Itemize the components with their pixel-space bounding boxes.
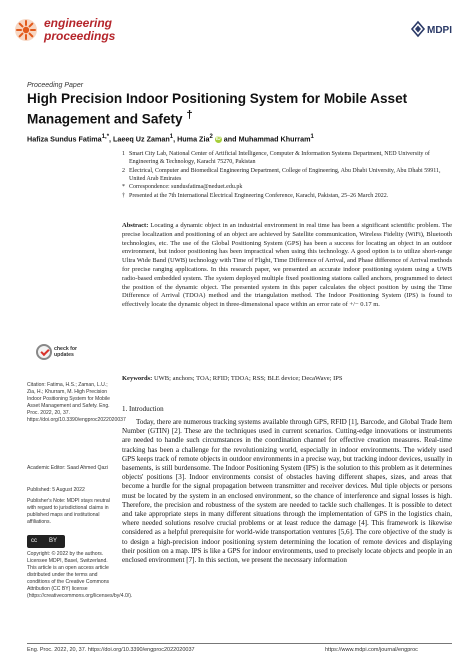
affiliation-text: Electrical, Computer and Biomedical Engineering Department, College of Engineering, Abu Dhabi University, Abu Dhabi 59911, United Arab Emirates (129, 167, 441, 182)
published-date: Published: 5 August 2022 (27, 487, 85, 493)
by-label: BY (49, 538, 58, 544)
section-heading: 1. Introduction (122, 405, 164, 413)
affiliation-mark: 1 (122, 151, 125, 157)
affiliation-mark: * (122, 184, 125, 191)
publisher-label: MDPI (427, 25, 452, 36)
paper-title (27, 91, 447, 128)
footer-divider (27, 643, 452, 644)
title-footnote-mark: † (186, 109, 193, 121)
affiliation-text: Smart City Lab, National Center of Artificial Intelligence, Computer & Information Systems Department, NED University of Engineering & Technology, Karachi 75270, Pakistan (129, 151, 430, 166)
journal-title-line2: proceedings (44, 29, 116, 43)
author-name[interactable]: Huma Zia (177, 134, 210, 144)
mdpi-logo-icon (410, 20, 460, 38)
journal-title (44, 17, 115, 43)
author-name[interactable]: Laeeq Uz Zaman (113, 134, 170, 144)
author-affil: 2 (209, 134, 213, 140)
check-updates-line1: check for (54, 346, 78, 352)
publisher-note: Publisher's Note: MDPI stays neutral with regard to jurisdictional claims in published maps and institutional affiliations. (27, 498, 110, 525)
abstract-label: Abstract: (122, 222, 149, 229)
keywords-text: UWB; anchors; TOA; RFID; TDOA; RSS; BLE device; DecaWave; IPS (153, 375, 343, 382)
author-name[interactable]: Muhammad Khurram (238, 134, 311, 144)
affiliation-text[interactable]: Correspondence: sundusfatima@neduet.edu.pk (129, 184, 243, 191)
check-updates-icon (36, 344, 52, 360)
check-for-updates-button[interactable] (36, 344, 80, 368)
academic-editor: Academic Editor: Saad Ahmed Qazi (27, 465, 108, 471)
check-updates-label (54, 346, 77, 358)
copyright: Copyright: © 2022 by the authors. Licensee MDPI, Basel, Switzerland. This article is an open access article distributed under the terms and conditions of the Creative Commons Attribution (CC BY) license (https://creativecommons.org/licenses/by/4.0/). (27, 551, 133, 599)
keywords (122, 375, 452, 384)
footer-journal-url[interactable]: https://www.mdpi.com/journal/engproc (325, 647, 418, 653)
author-list: Hafiza Sundus Fatima$^{1,*}$, Laeeq Uz Zaman$^1$, Huma Zia$^2$ iD and Muhammad Khurram$^1$ (27, 134, 314, 144)
author-affil: 1 (310, 134, 314, 140)
journal-logo-icon (14, 18, 38, 42)
affiliation-mark: 2 (122, 167, 125, 174)
author-affil: 1,* (101, 134, 110, 140)
affiliation-item (122, 192, 452, 200)
affiliation-item (122, 150, 452, 166)
orcid-icon[interactable]: iD (215, 135, 221, 142)
cc-by-license-badge[interactable] (27, 535, 65, 548)
article-type: Proceeding Paper (27, 82, 84, 89)
section-body: Today, there are numerous tracking systems available through GPS, RFID [1], Barcode, and Global Trade Item Number (GTIN) [2]. These are the techniques used in current scenarios. Cutting-edge innovations or instruments are needed to handle such circumstances in the coordination channel for effective creation measures. Real-time tracking has been a challenge for the revolutionizing world, especially in indoor environments. The widely used GPS keeps track of remote objects in outdoor environments in a precise way, but tracking indoor devices, usually in basements, is still burdensome. The Indoor Positioning System (IPS) is the solution to this problem as it determines objects' positions [3]. Indoor environments consist of obstacles having different shapes, sizes, and areas that become a hurdle for the signal propagation between transmitter and receiver devices. Mul tiple objects or persons must be located by the system in an enclosed environment, so the chance of interference and signal losses is high. Therefore, the precision and robustness of the system are needed to tackle such challenges. It is possible to detect and take appropriate steps in many different situations through the implementation of GPS in the logistics chain, where needed solutions resolve crucial problems or at least reduce the damage [4]. This framework is likewise considered as a helpful prerequisite for world-wide transportation ventures [5,6]. The core objective of the study is to design a high-precision indoor positioning system determining the location of remote devices and displaying their position on a map. IPS is like a GPS for indoor environments, used to precisely locate objects and people in an enclosed environment [7]. In this section, we present the necessary information (122, 418, 452, 565)
abstract-text: Locating a dynamic object in an industrial environment in real time has been a significant scientific problem. The precise localization and positioning of an object are achieved by Satellite communication, Wireless Fidelity (WiFi), Bluetooth technologies, etc. The use of the Global Positioning System (GPS) has been a success for locating an object in an outdoor environment, but indoor positioning has been impractical when using this technology. A good option is to utilize short-range Ultra Wide Band (UWB) technology with Time of Flight, Time Difference of Arrival, and Phase difference of Arrival methods for precise ranging applications. In this research paper, we presented an accurate indoor positioning system using a UWB radio-based embedded system. The system deployed multiple fixed positioning stations called anchors, programmed to detect the position of the dynamic object. The presented system in this paper calculates the object position by using the Time Difference of Arrival (TDOA) method and the triangulation method. The Indoor Positioning System (IPS) is found to effectively locate the dynamic object in three-dimensional space within an error rate of +/− 0.17 m. (122, 222, 452, 309)
keywords-label: Keywords: (122, 375, 153, 382)
citation: Citation: Fatima, H.S.; Zaman, L.U.; Zia, H.; Khurram, M. High Precision Indoor Positioning System for Mobile Asset Management and Safety. Eng. Proc. 2022, 20, 37. https://doi.org/10.3390/engproc2022020037 (27, 382, 126, 423)
author-name[interactable]: Hafiza Sundus Fatima (27, 134, 102, 144)
cc-label: cc (31, 538, 37, 544)
author-affil: 1 (169, 134, 174, 140)
journal-title-line1: engineering (44, 16, 113, 30)
footer-citation[interactable]: Eng. Proc. 2022, 20, 37. https://doi.org/10.3390/engproc2022020037 (27, 647, 195, 653)
affiliation-text: Presented at the 7th International Electrical Engineering Conference, Karachi, Pakistan, 25–26 March 2022. (129, 192, 389, 199)
abstract (122, 222, 452, 310)
affiliations (122, 150, 452, 201)
affiliation-item (122, 167, 452, 183)
check-updates-line2: updates (54, 352, 74, 358)
affiliation-item (122, 183, 452, 191)
paper-title-text: High Precision Indoor Positioning System for Mobile Asset Management and Safety (27, 91, 408, 127)
affiliation-mark: † (122, 192, 125, 199)
